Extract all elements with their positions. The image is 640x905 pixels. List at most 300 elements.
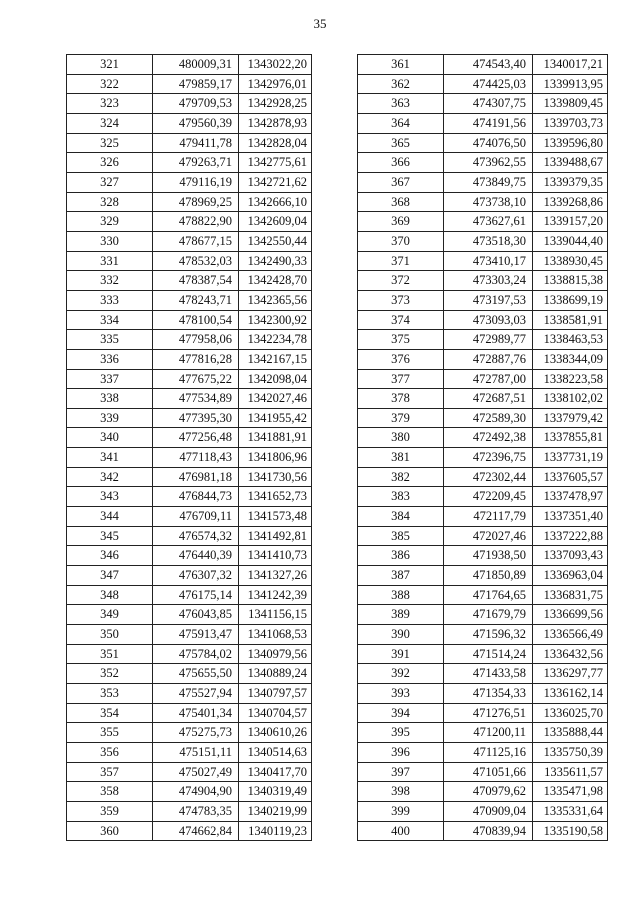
table-row [67, 113, 312, 133]
table-row [67, 389, 312, 409]
table-row [67, 487, 312, 507]
point-number-cell: 361 [358, 55, 444, 75]
x-coordinate-cell: 476175,14 [153, 585, 239, 605]
x-coordinate-cell: 479859,17 [153, 74, 239, 94]
point-number-cell: 349 [67, 605, 153, 625]
y-coordinate-cell: 1337605,57 [533, 467, 608, 487]
table-row [358, 369, 608, 389]
table-row [67, 271, 312, 291]
table-row [358, 703, 608, 723]
y-coordinate-cell: 1342550,44 [239, 231, 312, 251]
point-number-cell: 392 [358, 664, 444, 684]
point-number-cell: 398 [358, 782, 444, 802]
y-coordinate-cell: 1340417,70 [239, 762, 312, 782]
y-coordinate-cell: 1337478,97 [533, 487, 608, 507]
table-row [358, 113, 608, 133]
y-coordinate-cell: 1341573,48 [239, 507, 312, 527]
x-coordinate-cell: 472396,75 [444, 448, 533, 468]
table-row [67, 192, 312, 212]
table-row [67, 467, 312, 487]
y-coordinate-cell: 1336162,14 [533, 684, 608, 704]
y-coordinate-cell: 1342775,61 [239, 153, 312, 173]
table-row [67, 94, 312, 114]
point-number-cell: 390 [358, 625, 444, 645]
y-coordinate-cell: 1342878,93 [239, 113, 312, 133]
point-number-cell: 387 [358, 566, 444, 586]
point-number-cell: 346 [67, 546, 153, 566]
table-row [67, 723, 312, 743]
x-coordinate-cell: 471679,79 [444, 605, 533, 625]
y-coordinate-cell: 1341492,81 [239, 526, 312, 546]
x-coordinate-cell: 471514,24 [444, 644, 533, 664]
y-coordinate-cell: 1337731,19 [533, 448, 608, 468]
point-number-cell: 332 [67, 271, 153, 291]
point-number-cell: 347 [67, 566, 153, 586]
table-row [67, 507, 312, 527]
y-coordinate-cell: 1339488,67 [533, 153, 608, 173]
table-body [358, 55, 608, 841]
point-number-cell: 397 [358, 762, 444, 782]
point-number-cell: 362 [358, 74, 444, 94]
table-row [358, 546, 608, 566]
x-coordinate-cell: 476307,32 [153, 566, 239, 586]
x-coordinate-cell: 473197,53 [444, 290, 533, 310]
table-row [67, 369, 312, 389]
x-coordinate-cell: 476844,73 [153, 487, 239, 507]
y-coordinate-cell: 1336566,49 [533, 625, 608, 645]
y-coordinate-cell: 1336963,04 [533, 566, 608, 586]
x-coordinate-cell: 474543,40 [444, 55, 533, 75]
x-coordinate-cell: 476709,11 [153, 507, 239, 527]
x-coordinate-cell: 474307,75 [444, 94, 533, 114]
x-coordinate-cell: 471200,11 [444, 723, 533, 743]
y-coordinate-cell: 1341242,39 [239, 585, 312, 605]
x-coordinate-cell: 472989,77 [444, 330, 533, 350]
y-coordinate-cell: 1342027,46 [239, 389, 312, 409]
x-coordinate-cell: 474191,56 [444, 113, 533, 133]
x-coordinate-cell: 470909,04 [444, 801, 533, 821]
table-row [67, 526, 312, 546]
x-coordinate-cell: 477118,43 [153, 448, 239, 468]
y-coordinate-cell: 1339379,35 [533, 172, 608, 192]
y-coordinate-cell: 1336699,56 [533, 605, 608, 625]
y-coordinate-cell: 1340797,57 [239, 684, 312, 704]
point-number-cell: 370 [358, 231, 444, 251]
table-row [67, 703, 312, 723]
y-coordinate-cell: 1338699,19 [533, 290, 608, 310]
y-coordinate-cell: 1337222,88 [533, 526, 608, 546]
table-row [67, 782, 312, 802]
point-number-cell: 329 [67, 212, 153, 232]
point-number-cell: 373 [358, 290, 444, 310]
x-coordinate-cell: 470979,62 [444, 782, 533, 802]
point-number-cell: 335 [67, 330, 153, 350]
x-coordinate-cell: 478677,15 [153, 231, 239, 251]
point-number-cell: 383 [358, 487, 444, 507]
x-coordinate-cell: 475784,02 [153, 644, 239, 664]
point-number-cell: 368 [358, 192, 444, 212]
table-row [67, 231, 312, 251]
y-coordinate-cell: 1336297,77 [533, 664, 608, 684]
y-coordinate-cell: 1337351,40 [533, 507, 608, 527]
point-number-cell: 341 [67, 448, 153, 468]
x-coordinate-cell: 470839,94 [444, 821, 533, 841]
x-coordinate-cell: 478100,54 [153, 310, 239, 330]
y-coordinate-cell: 1341327,26 [239, 566, 312, 586]
x-coordinate-cell: 477816,28 [153, 349, 239, 369]
x-coordinate-cell: 479263,71 [153, 153, 239, 173]
table-row [358, 467, 608, 487]
x-coordinate-cell: 471276,51 [444, 703, 533, 723]
point-number-cell: 348 [67, 585, 153, 605]
table-row [67, 644, 312, 664]
x-coordinate-cell: 471764,65 [444, 585, 533, 605]
y-coordinate-cell: 1338344,09 [533, 349, 608, 369]
x-coordinate-cell: 472027,46 [444, 526, 533, 546]
y-coordinate-cell: 1335190,58 [533, 821, 608, 841]
table-row [67, 172, 312, 192]
x-coordinate-cell: 474904,90 [153, 782, 239, 802]
x-coordinate-cell: 480009,31 [153, 55, 239, 75]
table-row [358, 389, 608, 409]
y-coordinate-cell: 1337979,42 [533, 408, 608, 428]
point-number-cell: 386 [358, 546, 444, 566]
table-row [358, 212, 608, 232]
y-coordinate-cell: 1342666,10 [239, 192, 312, 212]
coordinates-table-right [357, 54, 608, 841]
y-coordinate-cell: 1340610,26 [239, 723, 312, 743]
y-coordinate-cell: 1340704,57 [239, 703, 312, 723]
table-row [358, 330, 608, 350]
x-coordinate-cell: 478243,71 [153, 290, 239, 310]
table-row [67, 55, 312, 75]
y-coordinate-cell: 1341806,96 [239, 448, 312, 468]
y-coordinate-cell: 1337093,43 [533, 546, 608, 566]
y-coordinate-cell: 1336432,56 [533, 644, 608, 664]
y-coordinate-cell: 1335888,44 [533, 723, 608, 743]
point-number-cell: 353 [67, 684, 153, 704]
point-number-cell: 359 [67, 801, 153, 821]
point-number-cell: 345 [67, 526, 153, 546]
x-coordinate-cell: 471051,66 [444, 762, 533, 782]
table-row [358, 408, 608, 428]
x-coordinate-cell: 472589,30 [444, 408, 533, 428]
point-number-cell: 334 [67, 310, 153, 330]
point-number-cell: 355 [67, 723, 153, 743]
x-coordinate-cell: 472687,51 [444, 389, 533, 409]
table-row [67, 290, 312, 310]
point-number-cell: 322 [67, 74, 153, 94]
x-coordinate-cell: 474425,03 [444, 74, 533, 94]
point-number-cell: 400 [358, 821, 444, 841]
x-coordinate-cell: 473962,55 [444, 153, 533, 173]
table-row [358, 94, 608, 114]
x-coordinate-cell: 471125,16 [444, 742, 533, 762]
table-row [358, 625, 608, 645]
x-coordinate-cell: 473410,17 [444, 251, 533, 271]
point-number-cell: 340 [67, 428, 153, 448]
table-row [67, 684, 312, 704]
point-number-cell: 356 [67, 742, 153, 762]
table-body [67, 55, 312, 841]
y-coordinate-cell: 1341730,56 [239, 467, 312, 487]
x-coordinate-cell: 472117,79 [444, 507, 533, 527]
point-number-cell: 369 [358, 212, 444, 232]
table-row [358, 428, 608, 448]
x-coordinate-cell: 471850,89 [444, 566, 533, 586]
x-coordinate-cell: 471354,33 [444, 684, 533, 704]
x-coordinate-cell: 472887,76 [444, 349, 533, 369]
x-coordinate-cell: 473518,30 [444, 231, 533, 251]
y-coordinate-cell: 1337855,81 [533, 428, 608, 448]
point-number-cell: 327 [67, 172, 153, 192]
point-number-cell: 395 [358, 723, 444, 743]
y-coordinate-cell: 1342365,56 [239, 290, 312, 310]
point-number-cell: 352 [67, 664, 153, 684]
y-coordinate-cell: 1338102,02 [533, 389, 608, 409]
point-number-cell: 330 [67, 231, 153, 251]
table-row [67, 625, 312, 645]
y-coordinate-cell: 1340889,24 [239, 664, 312, 684]
table-row [358, 507, 608, 527]
y-coordinate-cell: 1343022,20 [239, 55, 312, 75]
point-number-cell: 338 [67, 389, 153, 409]
table-row [358, 742, 608, 762]
y-coordinate-cell: 1340979,56 [239, 644, 312, 664]
table-row [67, 153, 312, 173]
x-coordinate-cell: 474076,50 [444, 133, 533, 153]
table-row [358, 55, 608, 75]
y-coordinate-cell: 1342428,70 [239, 271, 312, 291]
x-coordinate-cell: 478969,25 [153, 192, 239, 212]
table-row [358, 290, 608, 310]
x-coordinate-cell: 475655,50 [153, 664, 239, 684]
y-coordinate-cell: 1341955,42 [239, 408, 312, 428]
x-coordinate-cell: 474783,35 [153, 801, 239, 821]
y-coordinate-cell: 1341068,53 [239, 625, 312, 645]
point-number-cell: 363 [358, 94, 444, 114]
x-coordinate-cell: 473093,03 [444, 310, 533, 330]
point-number-cell: 339 [67, 408, 153, 428]
table-row [67, 330, 312, 350]
table-row [358, 231, 608, 251]
point-number-cell: 377 [358, 369, 444, 389]
point-number-cell: 326 [67, 153, 153, 173]
point-number-cell: 385 [358, 526, 444, 546]
y-coordinate-cell: 1339596,80 [533, 133, 608, 153]
point-number-cell: 331 [67, 251, 153, 271]
x-coordinate-cell: 477534,89 [153, 389, 239, 409]
x-coordinate-cell: 476981,18 [153, 467, 239, 487]
point-number-cell: 379 [358, 408, 444, 428]
table-row [358, 526, 608, 546]
table-row [67, 408, 312, 428]
x-coordinate-cell: 475275,73 [153, 723, 239, 743]
x-coordinate-cell: 471596,32 [444, 625, 533, 645]
y-coordinate-cell: 1341881,91 [239, 428, 312, 448]
x-coordinate-cell: 478822,90 [153, 212, 239, 232]
table-row [358, 782, 608, 802]
x-coordinate-cell: 473738,10 [444, 192, 533, 212]
table-row [67, 428, 312, 448]
table-row [358, 585, 608, 605]
y-coordinate-cell: 1342490,33 [239, 251, 312, 271]
y-coordinate-cell: 1336831,75 [533, 585, 608, 605]
point-number-cell: 388 [358, 585, 444, 605]
x-coordinate-cell: 477675,22 [153, 369, 239, 389]
point-number-cell: 344 [67, 507, 153, 527]
y-coordinate-cell: 1339157,20 [533, 212, 608, 232]
y-coordinate-cell: 1342098,04 [239, 369, 312, 389]
point-number-cell: 372 [358, 271, 444, 291]
point-number-cell: 399 [358, 801, 444, 821]
y-coordinate-cell: 1340017,21 [533, 55, 608, 75]
point-number-cell: 365 [358, 133, 444, 153]
table-row [358, 821, 608, 841]
point-number-cell: 391 [358, 644, 444, 664]
table-row [67, 762, 312, 782]
x-coordinate-cell: 477958,06 [153, 330, 239, 350]
point-number-cell: 321 [67, 55, 153, 75]
x-coordinate-cell: 473849,75 [444, 172, 533, 192]
y-coordinate-cell: 1335750,39 [533, 742, 608, 762]
table-row [358, 172, 608, 192]
table-row [358, 448, 608, 468]
table-row [67, 742, 312, 762]
point-number-cell: 323 [67, 94, 153, 114]
point-number-cell: 358 [67, 782, 153, 802]
y-coordinate-cell: 1338581,91 [533, 310, 608, 330]
point-number-cell: 333 [67, 290, 153, 310]
table-row [67, 212, 312, 232]
table-row [67, 133, 312, 153]
y-coordinate-cell: 1342828,04 [239, 133, 312, 153]
y-coordinate-cell: 1342167,15 [239, 349, 312, 369]
table-row [67, 448, 312, 468]
x-coordinate-cell: 475401,34 [153, 703, 239, 723]
y-coordinate-cell: 1342928,25 [239, 94, 312, 114]
point-number-cell: 389 [358, 605, 444, 625]
y-coordinate-cell: 1338463,53 [533, 330, 608, 350]
table-row [358, 74, 608, 94]
y-coordinate-cell: 1340219,99 [239, 801, 312, 821]
point-number-cell: 364 [358, 113, 444, 133]
page-number: 35 [313, 16, 327, 31]
point-number-cell: 381 [358, 448, 444, 468]
y-coordinate-cell: 1339703,73 [533, 113, 608, 133]
table-row [358, 605, 608, 625]
y-coordinate-cell: 1342300,92 [239, 310, 312, 330]
y-coordinate-cell: 1342234,78 [239, 330, 312, 350]
table-row [358, 566, 608, 586]
x-coordinate-cell: 475913,47 [153, 625, 239, 645]
y-coordinate-cell: 1338223,58 [533, 369, 608, 389]
point-number-cell: 366 [358, 153, 444, 173]
y-coordinate-cell: 1335331,64 [533, 801, 608, 821]
x-coordinate-cell: 475027,49 [153, 762, 239, 782]
table-row [358, 133, 608, 153]
x-coordinate-cell: 478532,03 [153, 251, 239, 271]
table-row [358, 251, 608, 271]
y-coordinate-cell: 1340514,63 [239, 742, 312, 762]
y-coordinate-cell: 1339809,45 [533, 94, 608, 114]
table-row [67, 74, 312, 94]
x-coordinate-cell: 479411,78 [153, 133, 239, 153]
point-number-cell: 342 [67, 467, 153, 487]
x-coordinate-cell: 477395,30 [153, 408, 239, 428]
point-number-cell: 360 [67, 821, 153, 841]
point-number-cell: 376 [358, 349, 444, 369]
y-coordinate-cell: 1339268,86 [533, 192, 608, 212]
x-coordinate-cell: 479560,39 [153, 113, 239, 133]
table-row [358, 310, 608, 330]
point-number-cell: 367 [358, 172, 444, 192]
point-number-cell: 357 [67, 762, 153, 782]
y-coordinate-cell: 1342721,62 [239, 172, 312, 192]
y-coordinate-cell: 1342976,01 [239, 74, 312, 94]
x-coordinate-cell: 472302,44 [444, 467, 533, 487]
table-row [67, 349, 312, 369]
point-number-cell: 396 [358, 742, 444, 762]
x-coordinate-cell: 472492,38 [444, 428, 533, 448]
x-coordinate-cell: 473627,61 [444, 212, 533, 232]
y-coordinate-cell: 1335611,57 [533, 762, 608, 782]
x-coordinate-cell: 472787,00 [444, 369, 533, 389]
table-row [358, 801, 608, 821]
point-number-cell: 336 [67, 349, 153, 369]
coordinates-table-left [66, 54, 312, 841]
y-coordinate-cell: 1339913,95 [533, 74, 608, 94]
point-number-cell: 337 [67, 369, 153, 389]
point-number-cell: 371 [358, 251, 444, 271]
point-number-cell: 375 [358, 330, 444, 350]
point-number-cell: 374 [358, 310, 444, 330]
table-row [67, 664, 312, 684]
x-coordinate-cell: 479709,53 [153, 94, 239, 114]
point-number-cell: 351 [67, 644, 153, 664]
y-coordinate-cell: 1336025,70 [533, 703, 608, 723]
table-row [358, 684, 608, 704]
table-row [358, 664, 608, 684]
x-coordinate-cell: 476043,85 [153, 605, 239, 625]
point-number-cell: 384 [358, 507, 444, 527]
y-coordinate-cell: 1341652,73 [239, 487, 312, 507]
table-row [358, 723, 608, 743]
y-coordinate-cell: 1335471,98 [533, 782, 608, 802]
x-coordinate-cell: 475151,11 [153, 742, 239, 762]
table-row [358, 487, 608, 507]
x-coordinate-cell: 478387,54 [153, 271, 239, 291]
table-row [67, 821, 312, 841]
table-row [67, 310, 312, 330]
y-coordinate-cell: 1341156,15 [239, 605, 312, 625]
table-row [67, 605, 312, 625]
table-row [358, 644, 608, 664]
point-number-cell: 394 [358, 703, 444, 723]
point-number-cell: 380 [358, 428, 444, 448]
point-number-cell: 325 [67, 133, 153, 153]
point-number-cell: 324 [67, 113, 153, 133]
y-coordinate-cell: 1338930,45 [533, 251, 608, 271]
x-coordinate-cell: 476574,32 [153, 526, 239, 546]
table-row [67, 585, 312, 605]
y-coordinate-cell: 1340119,23 [239, 821, 312, 841]
table-row [67, 566, 312, 586]
x-coordinate-cell: 477256,48 [153, 428, 239, 448]
y-coordinate-cell: 1342609,04 [239, 212, 312, 232]
point-number-cell: 393 [358, 684, 444, 704]
table-row [358, 349, 608, 369]
